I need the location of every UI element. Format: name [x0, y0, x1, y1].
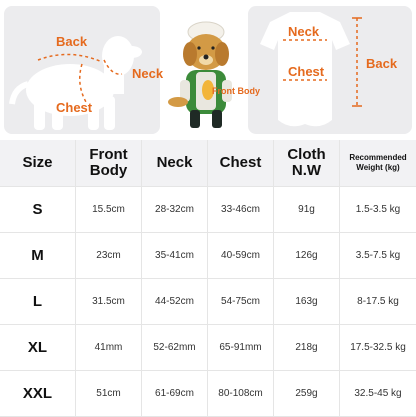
header-neck: Neck [142, 140, 208, 187]
cell-front-body: 41mm [76, 325, 142, 371]
dog-neck-label: Neck [132, 66, 164, 81]
header-size: Size [0, 140, 76, 187]
header-chest: Chest [208, 140, 274, 187]
cell-recommended-weight: 32.5-45 kg [340, 371, 416, 417]
table-row [0, 325, 416, 371]
header-cloth-weight: Cloth N.W [274, 140, 340, 187]
cell-chest: 40-59cm [208, 233, 274, 279]
cell-size: S [0, 187, 76, 233]
cell-size: XL [0, 325, 76, 371]
diagram-graphics [0, 0, 416, 138]
diagram-area [0, 0, 416, 138]
table-row [0, 371, 416, 417]
cell-neck: 28-32cm [142, 187, 208, 233]
cell-recommended-weight: 1.5-3.5 kg [340, 187, 416, 233]
dog-costume-photo [168, 22, 232, 128]
header-front-body: Front Body [76, 140, 142, 187]
cell-cloth-weight: 91g [274, 187, 340, 233]
cell-cloth-weight: 126g [274, 233, 340, 279]
cell-recommended-weight: 17.5-32.5 kg [340, 325, 416, 371]
size-table [0, 140, 416, 416]
cell-chest: 54-75cm [208, 279, 274, 325]
cell-size: L [0, 279, 76, 325]
header-recommended-weight: Recommended Weight (kg) [340, 140, 416, 187]
cell-neck: 44-52cm [142, 279, 208, 325]
cell-size: XXL [0, 371, 76, 417]
shirt-neck-label: Neck [288, 24, 320, 39]
shirt-back-label: Back [366, 56, 398, 71]
dog-back-label: Back [56, 34, 88, 49]
cell-cloth-weight: 218g [274, 325, 340, 371]
dog-silhouette-icon [12, 36, 142, 130]
front-body-label: Front Body [212, 86, 260, 96]
cell-chest: 80-108cm [208, 371, 274, 417]
cell-neck: 35-41cm [142, 233, 208, 279]
cell-recommended-weight: 3.5-7.5 kg [340, 233, 416, 279]
table-row [0, 233, 416, 279]
cell-front-body: 23cm [76, 233, 142, 279]
cell-front-body: 31.5cm [76, 279, 142, 325]
cell-cloth-weight: 259g [274, 371, 340, 417]
cell-chest: 33-46cm [208, 187, 274, 233]
cell-front-body: 51cm [76, 371, 142, 417]
table-row [0, 187, 416, 233]
dog-chest-label: Chest [56, 100, 93, 115]
cell-front-body: 15.5cm [76, 187, 142, 233]
cell-recommended-weight: 8-17.5 kg [340, 279, 416, 325]
cell-neck: 52-62mm [142, 325, 208, 371]
cell-cloth-weight: 163g [274, 279, 340, 325]
cell-neck: 61-69cm [142, 371, 208, 417]
table-header-row [0, 140, 416, 187]
shirt-chest-label: Chest [288, 64, 325, 79]
table-row [0, 279, 416, 325]
cell-size: M [0, 233, 76, 279]
cell-chest: 65-91mm [208, 325, 274, 371]
